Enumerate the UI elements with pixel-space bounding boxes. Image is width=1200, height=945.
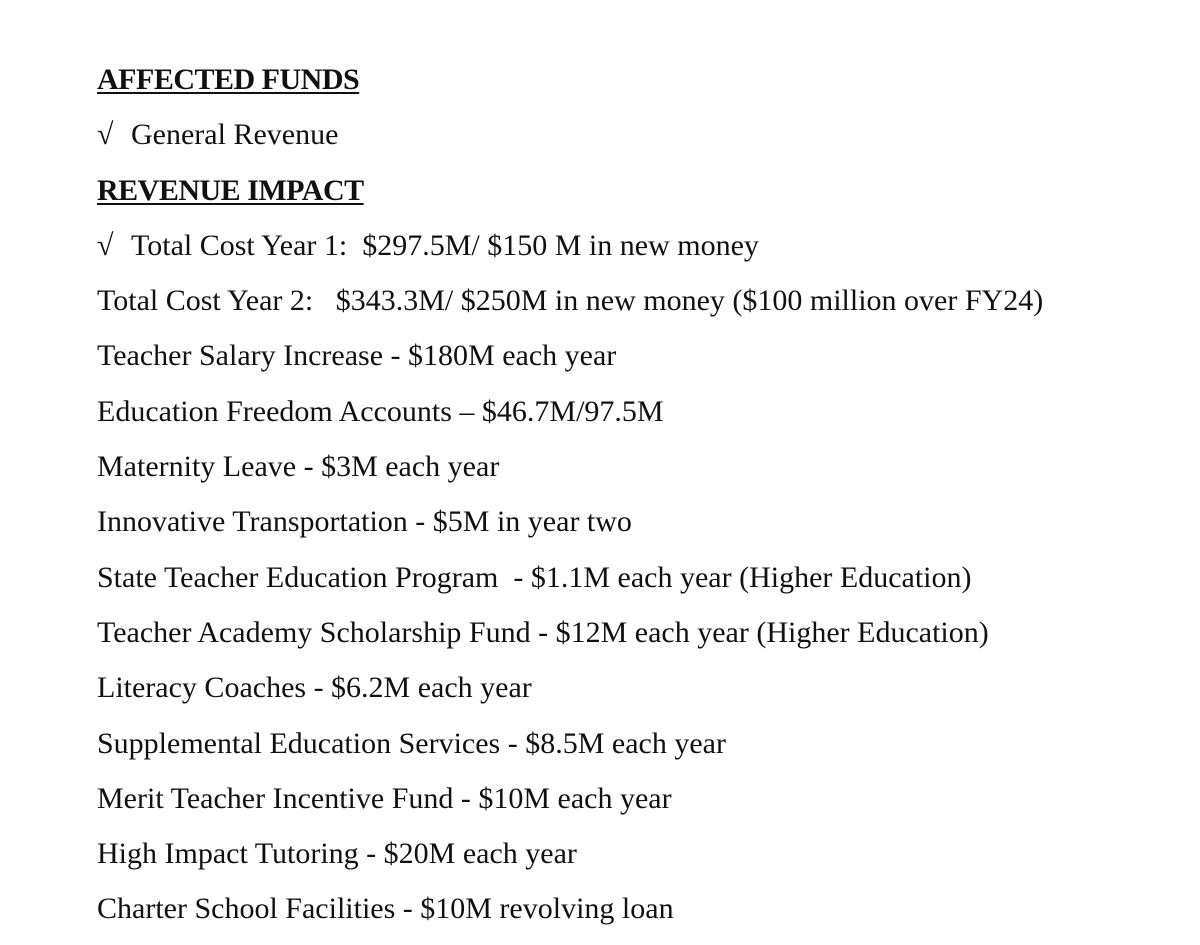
affected-funds-heading: AFFECTED FUNDS	[97, 63, 360, 96]
revenue-impact-heading: REVENUE IMPACT	[97, 173, 364, 207]
revenue-impact-line: Teacher Academy Scholarship Fund - $12M each year (Higher Education)	[97, 615, 989, 649]
revenue-impact-line: Innovative Transportation - $5M in year two	[97, 505, 632, 539]
revenue-impact-line: Teacher Salary Increase - $180M each year	[97, 339, 617, 373]
revenue-impact-line: Education Freedom Accounts – $46.7M/97.5M	[97, 394, 664, 428]
affected-fund-item	[97, 107, 1043, 162]
revenue-impact-line: Total Cost Year 2: $343.3M/ $250M in new money ($100 million over FY24)	[97, 284, 1044, 318]
check-mark-icon: √	[97, 228, 114, 262]
revenue-impact-line: State Teacher Education Program - $1.1M each year (Higher Education)	[97, 560, 972, 594]
revenue-impact-line: Literacy Coaches - $6.2M each year	[97, 671, 532, 705]
revenue-impact-line: Supplemental Education Services - $8.5M each year	[97, 726, 726, 760]
revenue-impact-line: Maternity Leave - $3M each year	[97, 450, 500, 484]
affected-funds-heading-line	[97, 52, 1043, 107]
revenue-impact-line: Merit Teacher Incentive Fund - $10M each year	[97, 781, 672, 815]
affected-fund-text: General Revenue	[131, 118, 339, 152]
revenue-impact-list	[97, 273, 1043, 937]
document	[97, 52, 1043, 937]
total-cost-year-1	[97, 218, 1043, 273]
check-mark-icon: √	[97, 118, 114, 152]
revenue-impact-line: High Impact Tutoring - $20M each year	[97, 837, 577, 871]
total-cost-year-1-text: Total Cost Year 1: $297.5M/ $150 M in new money	[131, 228, 759, 262]
revenue-impact-line: Charter School Facilities - $10M revolving loan	[97, 892, 674, 926]
revenue-impact-heading-line	[97, 163, 1043, 218]
